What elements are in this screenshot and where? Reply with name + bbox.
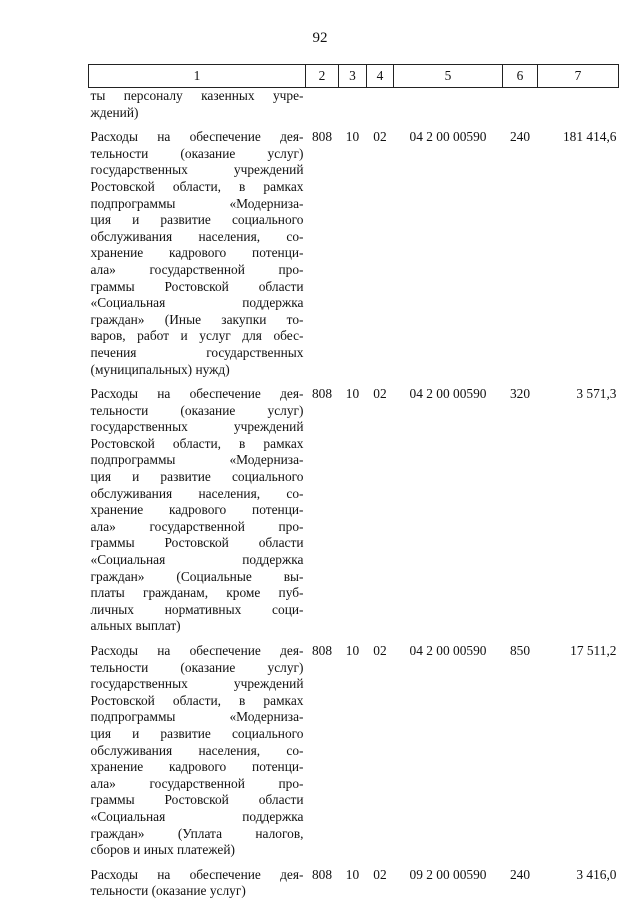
description-line: обслуживания населения, со-	[90, 485, 304, 501]
expense-type-code: 320	[509, 386, 531, 402]
description-line: ждений)	[90, 104, 139, 120]
amount: 3 571,3	[576, 386, 617, 402]
description-line: обслуживания населения, со-	[90, 742, 304, 758]
description-line: подпрограммы «Модерниза-	[90, 709, 304, 725]
column-header: 1	[89, 65, 306, 88]
description-line: хранение кадрового потенци-	[90, 759, 304, 775]
description-line: «Социальная поддержка	[90, 808, 304, 824]
amount: 181 414,6	[562, 129, 617, 145]
subsection-code: 02	[373, 643, 387, 658]
column-header: 2	[306, 65, 339, 88]
description-line: (муниципальных) нужд)	[90, 361, 230, 377]
ministry-code: 808	[311, 643, 333, 658]
description-line: тельности (оказание услуг)	[90, 659, 304, 675]
description-line: ала» государственной про-	[90, 775, 304, 791]
description-line: Расходы на обеспечение дея-	[90, 129, 304, 145]
description-line: ты персоналу казенных учре-	[90, 88, 304, 103]
description-line: обслуживания населения, со-	[90, 228, 304, 244]
description-line: Ростовской области, в рамках	[90, 178, 304, 194]
row-description	[89, 88, 306, 122]
description-line: граммы Ростовской области	[90, 535, 304, 551]
description-line: личных нормативных соци-	[90, 601, 304, 617]
header-row	[89, 65, 619, 88]
row-description	[89, 121, 306, 378]
ministry-code: 808	[311, 866, 333, 882]
subsection-code: 02	[373, 866, 387, 882]
description-line: Расходы на обеспечение дея-	[90, 866, 304, 882]
row-description	[89, 859, 306, 900]
row-description	[89, 635, 306, 859]
description-line: граммы Ростовской области	[90, 792, 304, 808]
table-row	[89, 121, 619, 378]
expense-type-code	[503, 88, 538, 122]
expense-type-code: 240	[509, 866, 531, 882]
description-line: государственных учреждений	[90, 419, 304, 435]
description-line: граммы Ростовской области	[90, 278, 304, 294]
target-article-code: 09 2 00 00590	[409, 866, 487, 882]
expense-type-code: 850	[509, 643, 531, 658]
column-header: 4	[367, 65, 394, 88]
description-line: граждан» (Социальные вы-	[90, 568, 304, 584]
description-line: варов, работ и услуг для обес-	[90, 328, 304, 344]
expense-type-code: 240	[509, 129, 531, 145]
description-line: «Социальная поддержка	[90, 552, 304, 568]
table-row	[89, 88, 619, 122]
description-line: подпрограммы «Модерниза-	[90, 195, 304, 211]
description-line: граждан» (Иные закупки то-	[90, 311, 304, 327]
description-line: ция и развитие социального	[90, 212, 304, 228]
section-code: 10	[345, 129, 360, 145]
description-line: Расходы на обеспечение дея-	[90, 386, 304, 402]
description-line: ала» государственной про-	[90, 261, 304, 277]
row-description	[89, 378, 306, 635]
description-line: ция и развитие социального	[90, 725, 304, 741]
ministry-code: 808	[311, 129, 333, 145]
amount: 3 416,0	[576, 866, 617, 882]
table-row	[89, 635, 619, 859]
amount: 17 511,2	[570, 643, 617, 658]
ministry-code	[306, 88, 339, 122]
description-line: ция и развитие социального	[90, 469, 304, 485]
subsection-code	[367, 88, 394, 122]
section-code: 10	[345, 643, 360, 658]
table-body	[89, 88, 619, 900]
target-article-code	[394, 88, 503, 122]
description-line: тельности (оказание услуг)	[90, 402, 304, 418]
description-line: печения государственных	[90, 344, 304, 360]
budget-table	[88, 64, 619, 900]
section-code	[339, 88, 367, 122]
column-header: 6	[503, 65, 538, 88]
description-line: Ростовской области, в рамках	[90, 692, 304, 708]
description-line: тельности (оказание услуг)	[90, 883, 246, 899]
description-line: сборов и иных платежей)	[90, 842, 235, 858]
description-line: платы гражданам, кроме пуб-	[90, 585, 304, 601]
description-line: государственных учреждений	[90, 676, 304, 692]
table-row	[89, 859, 619, 900]
subsection-code: 02	[373, 386, 387, 402]
amount	[538, 88, 619, 122]
description-line: граждан» (Уплата налогов,	[90, 825, 304, 841]
section-code: 10	[345, 386, 360, 402]
column-header: 3	[339, 65, 367, 88]
description-line: тельности (оказание услуг)	[90, 145, 304, 161]
subsection-code: 02	[373, 129, 387, 145]
target-article-code: 04 2 00 00590	[409, 643, 487, 658]
description-line: государственных учреждений	[90, 162, 304, 178]
description-line: хранение кадрового потенци-	[90, 245, 304, 261]
description-line: Расходы на обеспечение дея-	[90, 643, 304, 658]
description-line: «Социальная поддержка	[90, 295, 304, 311]
description-line: ала» государственной про-	[90, 518, 304, 534]
section-code: 10	[345, 866, 360, 882]
table-row	[89, 378, 619, 635]
ministry-code: 808	[311, 386, 333, 402]
description-line: хранение кадрового потенци-	[90, 502, 304, 518]
description-line: Ростовской области, в рамках	[90, 435, 304, 451]
target-article-code: 04 2 00 00590	[409, 386, 487, 402]
column-header: 7	[538, 65, 619, 88]
description-line: подпрограммы «Модерниза-	[90, 452, 304, 468]
page-number: 92	[312, 30, 328, 46]
column-header: 5	[394, 65, 503, 88]
target-article-code: 04 2 00 00590	[409, 129, 487, 145]
description-line: альных выплат)	[90, 618, 181, 634]
